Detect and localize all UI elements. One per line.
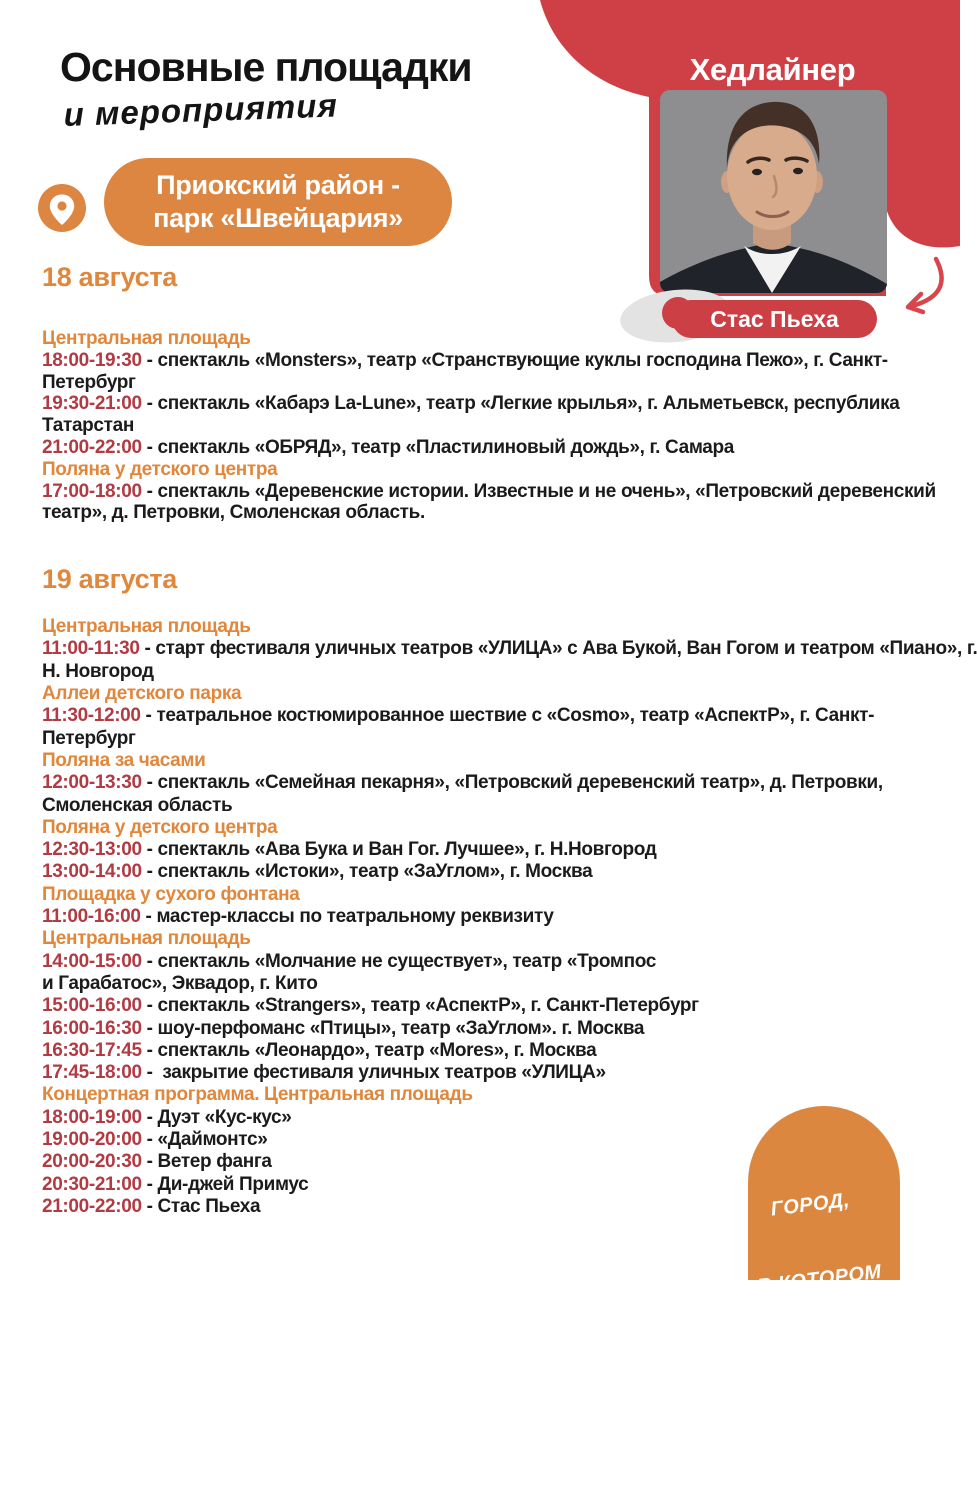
- schedule-line: [42, 772, 942, 794]
- headliner-name-badge: Стас Пьеха: [672, 300, 877, 338]
- event-time: 18:00-19:00: [42, 1106, 142, 1128]
- schedule: [42, 262, 977, 1218]
- venue-heading: [42, 459, 942, 481]
- event-description: - спектакль «Ава Бука и Ван Гог. Лучшее», г. Н.Новгород: [141, 839, 657, 861]
- event-time: 18:00-19:30: [42, 349, 142, 371]
- schedule-line: [42, 1040, 942, 1062]
- venue-heading: [42, 1084, 942, 1106]
- page-subtitle: и мероприятия: [63, 86, 339, 133]
- event-time: 17:45-18:00: [42, 1062, 142, 1084]
- event-time: 11:30-12:00: [42, 705, 141, 727]
- event-description: - Ветер фанга: [141, 1151, 272, 1173]
- event-time: 21:00-22:00: [42, 436, 142, 458]
- venue-name: Концертная программа. Центральная площадь: [42, 1084, 473, 1106]
- schedule-line: [42, 502, 942, 524]
- schedule-line: [42, 393, 942, 415]
- event-time: 19:30-21:00: [42, 393, 142, 415]
- event-description: - Дуэт «Кус-кус»: [141, 1106, 292, 1128]
- page-title: Основные площадки: [60, 44, 472, 90]
- schedule-line: [42, 861, 942, 883]
- event-description: - спектакль «ОБРЯД», театр «Пластилиновый дождь», г. Самара: [141, 436, 734, 458]
- event-time: 13:00-14:00: [42, 861, 142, 883]
- event-description: - спектакль «Кабарэ La-Lune», театр «Легкие крылья», г. Альметьевск, республика: [141, 393, 900, 415]
- event-time: 11:00-11:30: [42, 638, 140, 660]
- venue-name: Аллеи детского парка: [42, 683, 242, 705]
- event-time: 11:00-16:00: [42, 906, 141, 928]
- event-time: 14:00-15:00: [42, 950, 142, 972]
- location-pin-icon: [38, 184, 86, 232]
- venue-name: Центральная площадь: [42, 616, 251, 638]
- schedule-line: [42, 839, 942, 861]
- venue-name: Поляна у детского центра: [42, 816, 278, 838]
- event-time: 16:00-16:30: [42, 1017, 142, 1039]
- schedule-line: [42, 437, 942, 459]
- stamp-line-1: ГОРОД,: [769, 1189, 851, 1221]
- event-description: Н. Новгород: [42, 660, 154, 682]
- stamp-line-4: ЖИЗНЬ: [792, 1409, 883, 1447]
- event-description: Петербург: [42, 727, 136, 749]
- event-description: - мастер-классы по театральному реквизиту: [140, 906, 554, 928]
- event-time: 17:00-18:00: [42, 480, 142, 502]
- city-brand-stamp: [748, 1106, 900, 1447]
- location-badge-line1: Приокский район -: [156, 170, 400, 200]
- event-description: - спектакль «Молчание не существует», театр «Тромпос: [141, 950, 656, 972]
- event-description: Смоленская область: [42, 794, 233, 816]
- venue-heading: [42, 928, 942, 950]
- stamp-line-2: В КОТОРОМ: [755, 1260, 883, 1298]
- headliner-label: Хедлайнер: [689, 52, 856, 87]
- date-heading-19-august: 19 августа: [42, 564, 177, 595]
- venue-heading: [42, 616, 942, 638]
- event-description: - спектакль «Strangers», театр «АспектР», г. Санкт-Петербург: [141, 995, 699, 1017]
- schedule-line: [42, 795, 942, 817]
- stamp-text: [727, 1134, 921, 1500]
- location-badge: [104, 158, 452, 246]
- event-time: 12:00-13:30: [42, 772, 142, 794]
- event-time: 15:00-16:00: [42, 995, 142, 1017]
- event-time: 21:00-22:00: [42, 1195, 142, 1217]
- venue-name: Центральная площадь: [42, 328, 251, 349]
- event-description: - спектакль «Деревенские истории. Известные и не очень», «Петровский деревенский: [141, 480, 936, 502]
- schedule-line: [42, 1062, 942, 1084]
- event-time: 16:30-17:45: [42, 1039, 142, 1061]
- venue-name: Поляна за часами: [42, 749, 206, 771]
- event-description: - спектакль «Леонардо», театр «Mores», г. Москва: [141, 1039, 597, 1061]
- venue-name: Поляна у детского центра: [42, 458, 278, 480]
- event-description: - спектакль «Семейная пекарня», «Петровский деревенский театр», д. Петровки,: [141, 772, 883, 794]
- location-badge-line2: парк «Швейцария»: [153, 203, 403, 233]
- event-description: - шоу-перфоманс «Птицы», театр «ЗаУглом». г. Москва: [141, 1017, 645, 1039]
- event-time: 12:30-13:00: [42, 839, 142, 861]
- event-description: - спектакль «Monsters», театр «Странствующие куклы господина Пежо», г. Санкт-: [141, 349, 888, 371]
- venue-heading: [42, 750, 942, 772]
- schedule-line: [42, 906, 942, 928]
- schedule-line: [42, 951, 942, 973]
- venue-heading: [42, 817, 942, 839]
- schedule-line: [42, 372, 942, 394]
- venue-heading: [42, 683, 942, 705]
- event-time: 20:30-21:00: [42, 1173, 142, 1195]
- event-description: театр», д. Петровки, Смоленская область.: [42, 502, 425, 524]
- schedule-line: [42, 481, 942, 503]
- venue-name: Центральная площадь: [42, 928, 251, 950]
- venue-name: Площадка у сухого фонтана: [42, 883, 300, 905]
- schedule-line: [42, 995, 942, 1017]
- event-description: - Стас Пьеха: [141, 1195, 261, 1217]
- event-description: - Ди-джей Примус: [141, 1173, 309, 1195]
- event-description: - закрытие фестиваля уличных театров «УЛИЦА»: [141, 1062, 606, 1084]
- event-description: - театральное костюмированное шествие с «Cosmo», театр «АспектР», г. Санкт-: [140, 705, 875, 727]
- event-description: - «Даймонтс»: [141, 1129, 268, 1150]
- event-description: Татарстан: [42, 415, 134, 437]
- event-description: - старт фестиваля уличных театров «УЛИЦА» с Ава Букой, Ван Гогом и театром «Пиано», г.: [139, 638, 977, 660]
- schedule-line: [42, 638, 977, 660]
- day-18-lines: [42, 328, 942, 524]
- event-time: 20:00-20:30: [42, 1151, 142, 1173]
- date-heading-18-august: 18 августа: [42, 262, 177, 292]
- event-time: 19:00-20:00: [42, 1129, 142, 1150]
- schedule-line: [42, 973, 942, 995]
- schedule-line: [42, 350, 942, 372]
- schedule-line: [42, 661, 942, 683]
- schedule-line: [42, 705, 942, 727]
- event-description: и Гарабатос», Эквадор, г. Кито: [42, 972, 318, 994]
- schedule-line: [42, 728, 942, 750]
- schedule-line: [42, 415, 942, 437]
- schedule-line: [42, 1018, 942, 1040]
- event-description: - спектакль «Истоки», театр «ЗаУглом», г. Москва: [141, 861, 593, 883]
- venue-heading: [42, 328, 942, 350]
- event-description: Петербург: [42, 371, 136, 393]
- stamp-line-3: ЧУВСТВУЕШЬ: [761, 1335, 896, 1372]
- venue-heading: [42, 884, 942, 906]
